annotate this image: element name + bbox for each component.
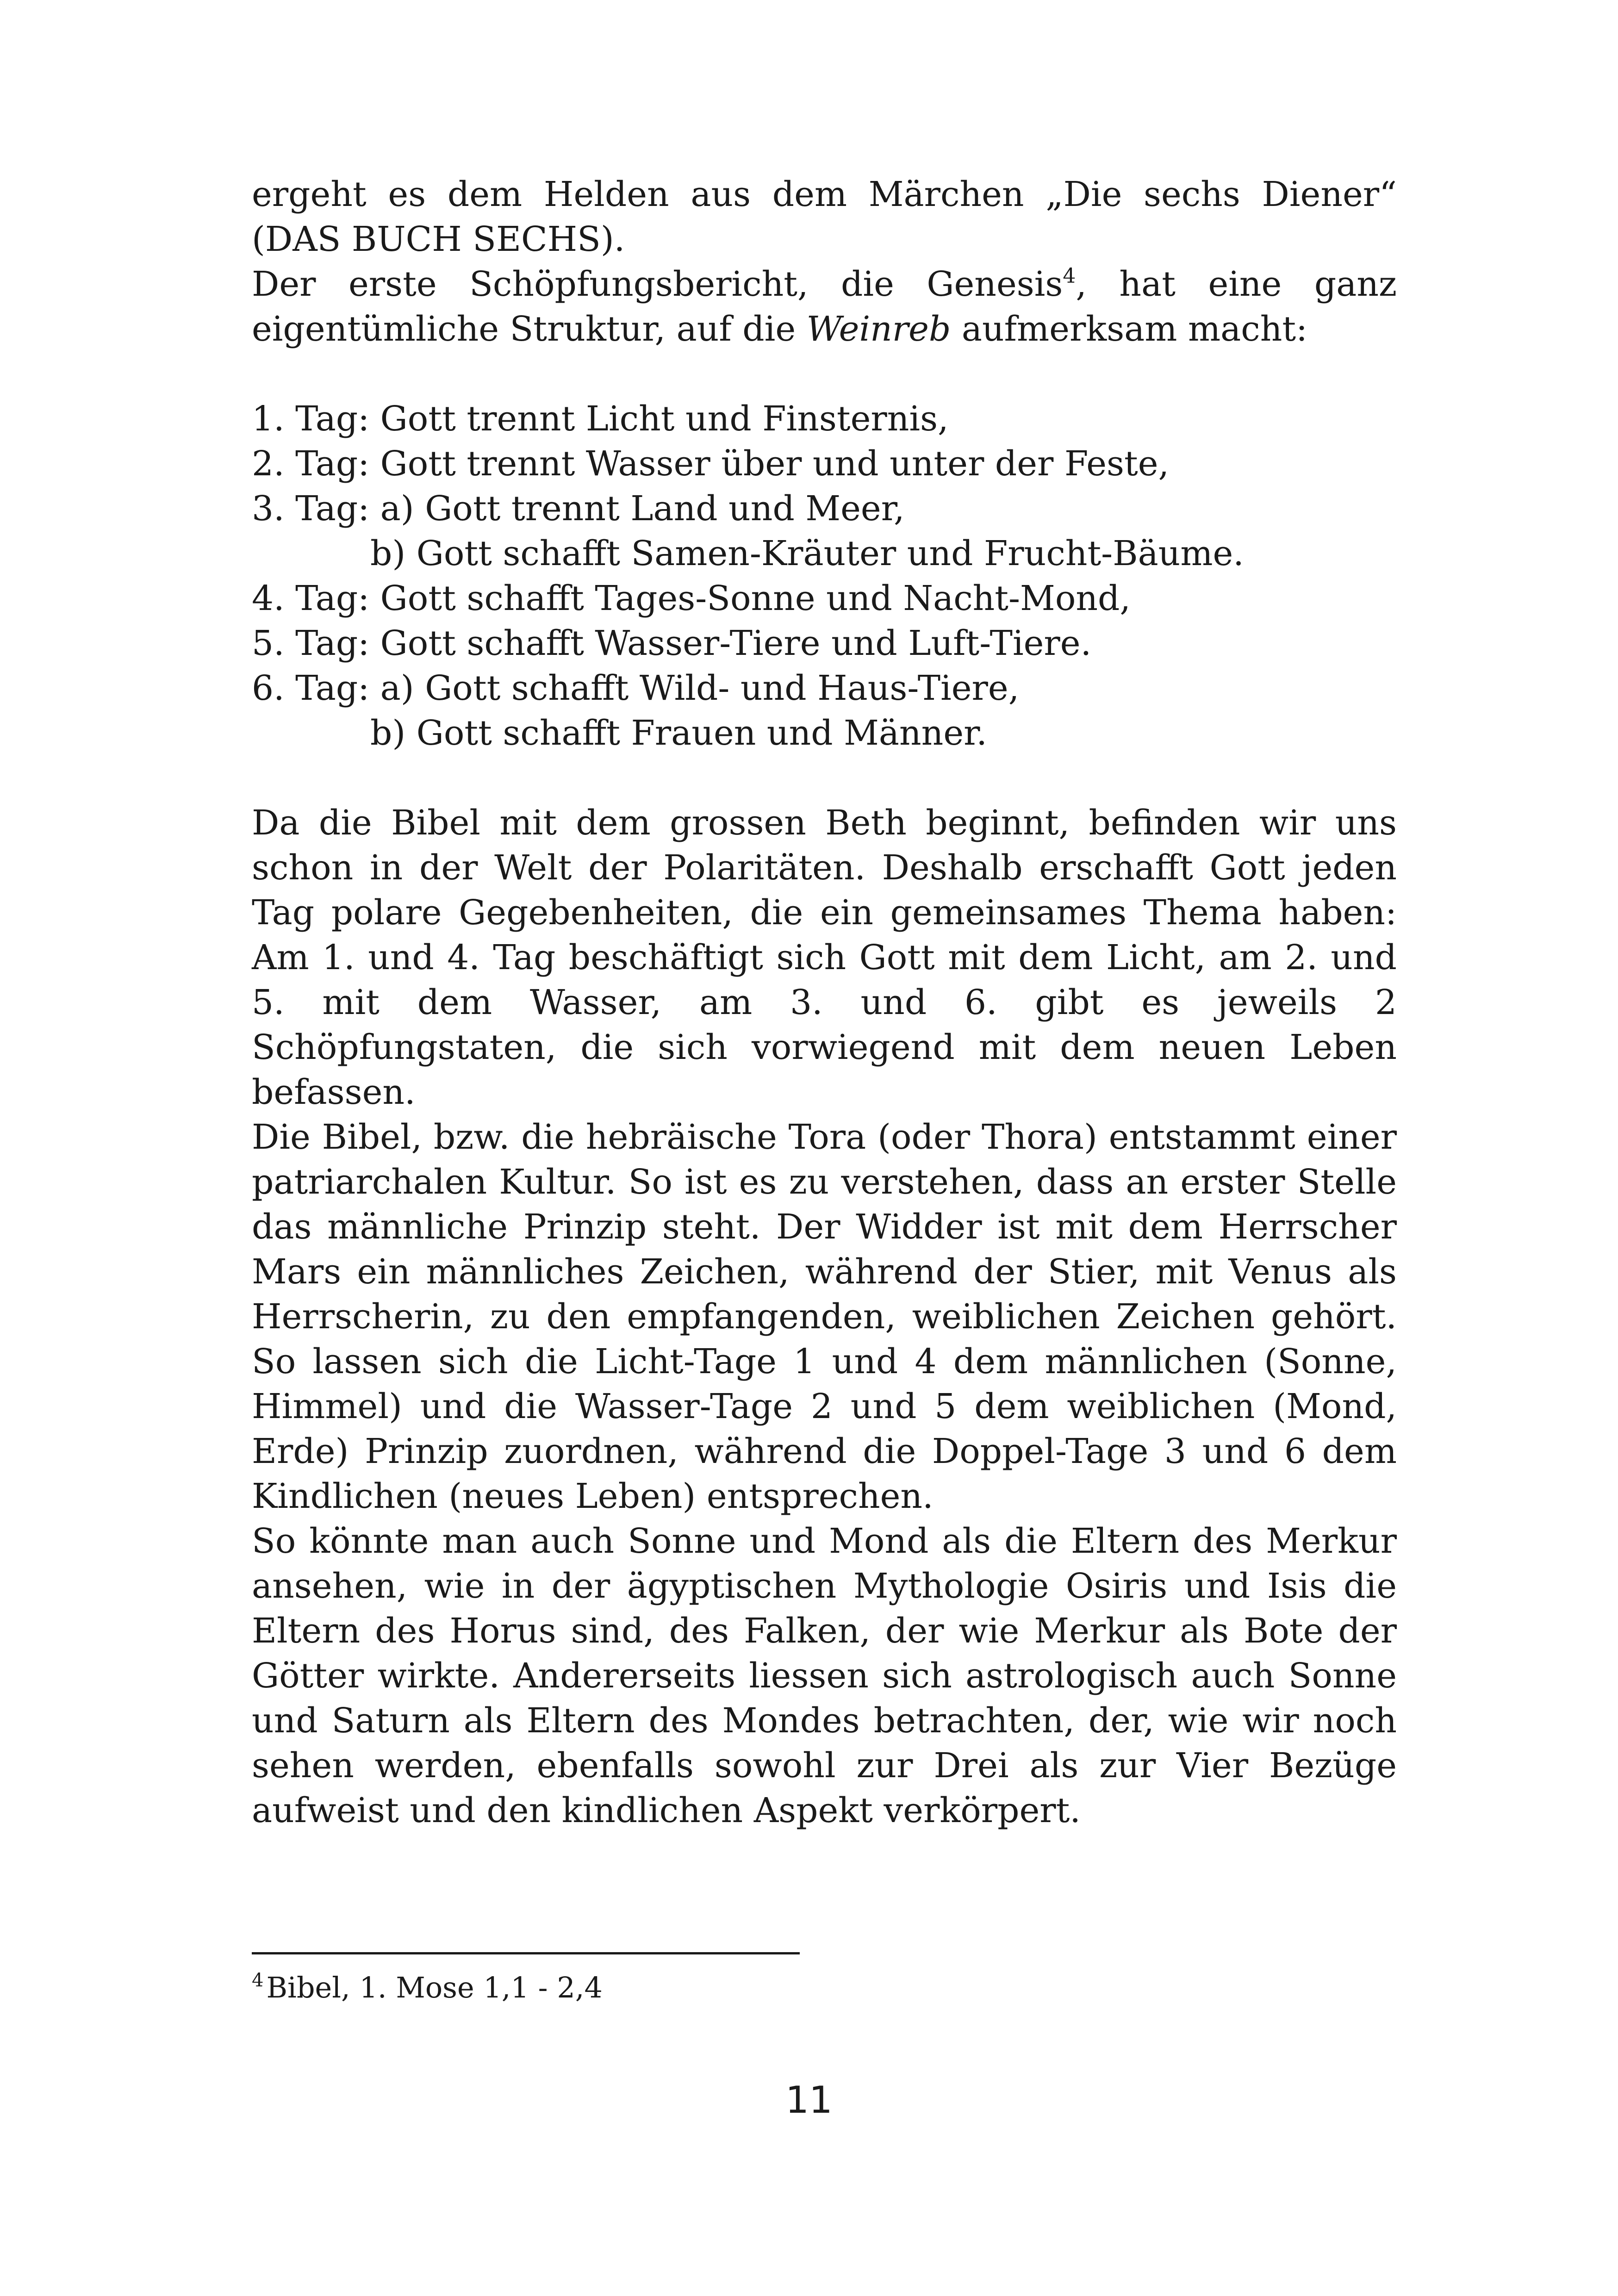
- genesis-text-end: aufmerksam macht:: [951, 309, 1308, 349]
- paragraph-parents-of-mercury: So könnte man auch Sonne und Mond als die Eltern des Merkur ansehen, wie in der ägyptischen Mythologie Osiris und Isis die Eltern des Horus sind, des Falken, der wie Merkur als Bote der Götter wirkte. Andererseits liessen sich astrologisch auch Sonne und Saturn als Eltern des Mondes betrachten, der, wie wir noch sehen werden, ebenfalls sowohl zur Drei als zur Vier Bezüge aufweist und den kindlichen Aspekt verkörpert.: [252, 1521, 1397, 1830]
- list-item-day-1: 1. Tag: Gott trennt Licht und Finsternis,: [252, 399, 949, 439]
- list-item-day-2: 2. Tag: Gott trennt Wasser über und unter der Feste,: [252, 444, 1170, 484]
- intro-paragraph-continued: ergeht es dem Helden aus dem Märchen „Die sechs Diener“ (DAS BUCH SECHS).: [252, 174, 1397, 259]
- footnote-marker: 4: [252, 1970, 264, 1991]
- list-item-day-6a: 6. Tag: a) Gott schafft Wild- und Haus-Tiere,: [252, 668, 1020, 708]
- list-item-day-3b: b) Gott schafft Samen-Kräuter und Frucht-Bäume.: [370, 534, 1244, 573]
- list-item-day-6b: b) Gott schafft Frauen und Männer.: [370, 713, 987, 753]
- creation-days-list: [252, 397, 1397, 756]
- genesis-text-start: Der erste Schöpfungsbericht, die Genesis: [252, 264, 1063, 304]
- paragraph-patriarchal-culture: Die Bibel, bzw. die hebräische Tora (oder Thora) entstammt einer patriarchalen Kultur. So ist es zu verstehen, dass an erster Stelle das männliche Prinzip steht. Der Widder ist mit dem Herrscher Mars ein männliches Zeichen, während der Stier, mit Venus als Herrscherin, zu den empfangenden, weiblichen Zeichen gehört. So lassen sich die Licht-Tage 1 und 4 dem männlichen (Sonne, Himmel) und die Wasser-Tage 2 und 5 dem weiblichen (Mond, Erde) Prinzip zuordnen, während die Doppel-Tage 3 und 6 dem Kindlichen (neues Leben) entsprechen.: [252, 1117, 1397, 1516]
- discussion-section: [252, 801, 1397, 1833]
- paragraph-polarities: Da die Bibel mit dem grossen Beth beginnt, befinden wir uns schon in der Welt der Polaritäten. Deshalb erschafft Gott jeden Tag polare Gegebenheiten, die ein gemeinsames Thema haben: Am 1. und 4. Tag beschäftigt sich Gott mit dem Licht, am 2. und 5. mit dem Wasser, am 3. und 6. gibt es jeweils 2 Schöpfungstaten, die sich vorwiegend mit dem neuen Leben befassen.: [252, 803, 1397, 1112]
- footnote-reference[interactable]: 4: [1063, 264, 1076, 288]
- page-number: 11: [785, 2078, 833, 2122]
- footnote: [252, 1969, 603, 2006]
- genesis-text-middle: , hat eine ganz eigentümliche Struktur, auf die: [252, 264, 1397, 349]
- intro-paragraph-genesis: [252, 262, 1397, 352]
- list-item-day-5: 5. Tag: Gott schafft Wasser-Tiere und Luft-Tiere.: [252, 623, 1092, 663]
- intro-section: [252, 172, 1397, 352]
- footnote-text: Bibel, 1. Mose 1,1 - 2,4: [266, 1971, 603, 2004]
- author-name-weinreb: Weinreb: [806, 309, 951, 349]
- list-item-day-3a: 3. Tag: a) Gott trennt Land und Meer,: [252, 489, 905, 529]
- list-item-day-4: 4. Tag: Gott schafft Tages-Sonne und Nacht-Mond,: [252, 579, 1131, 618]
- footnote-divider: [252, 1952, 800, 1954]
